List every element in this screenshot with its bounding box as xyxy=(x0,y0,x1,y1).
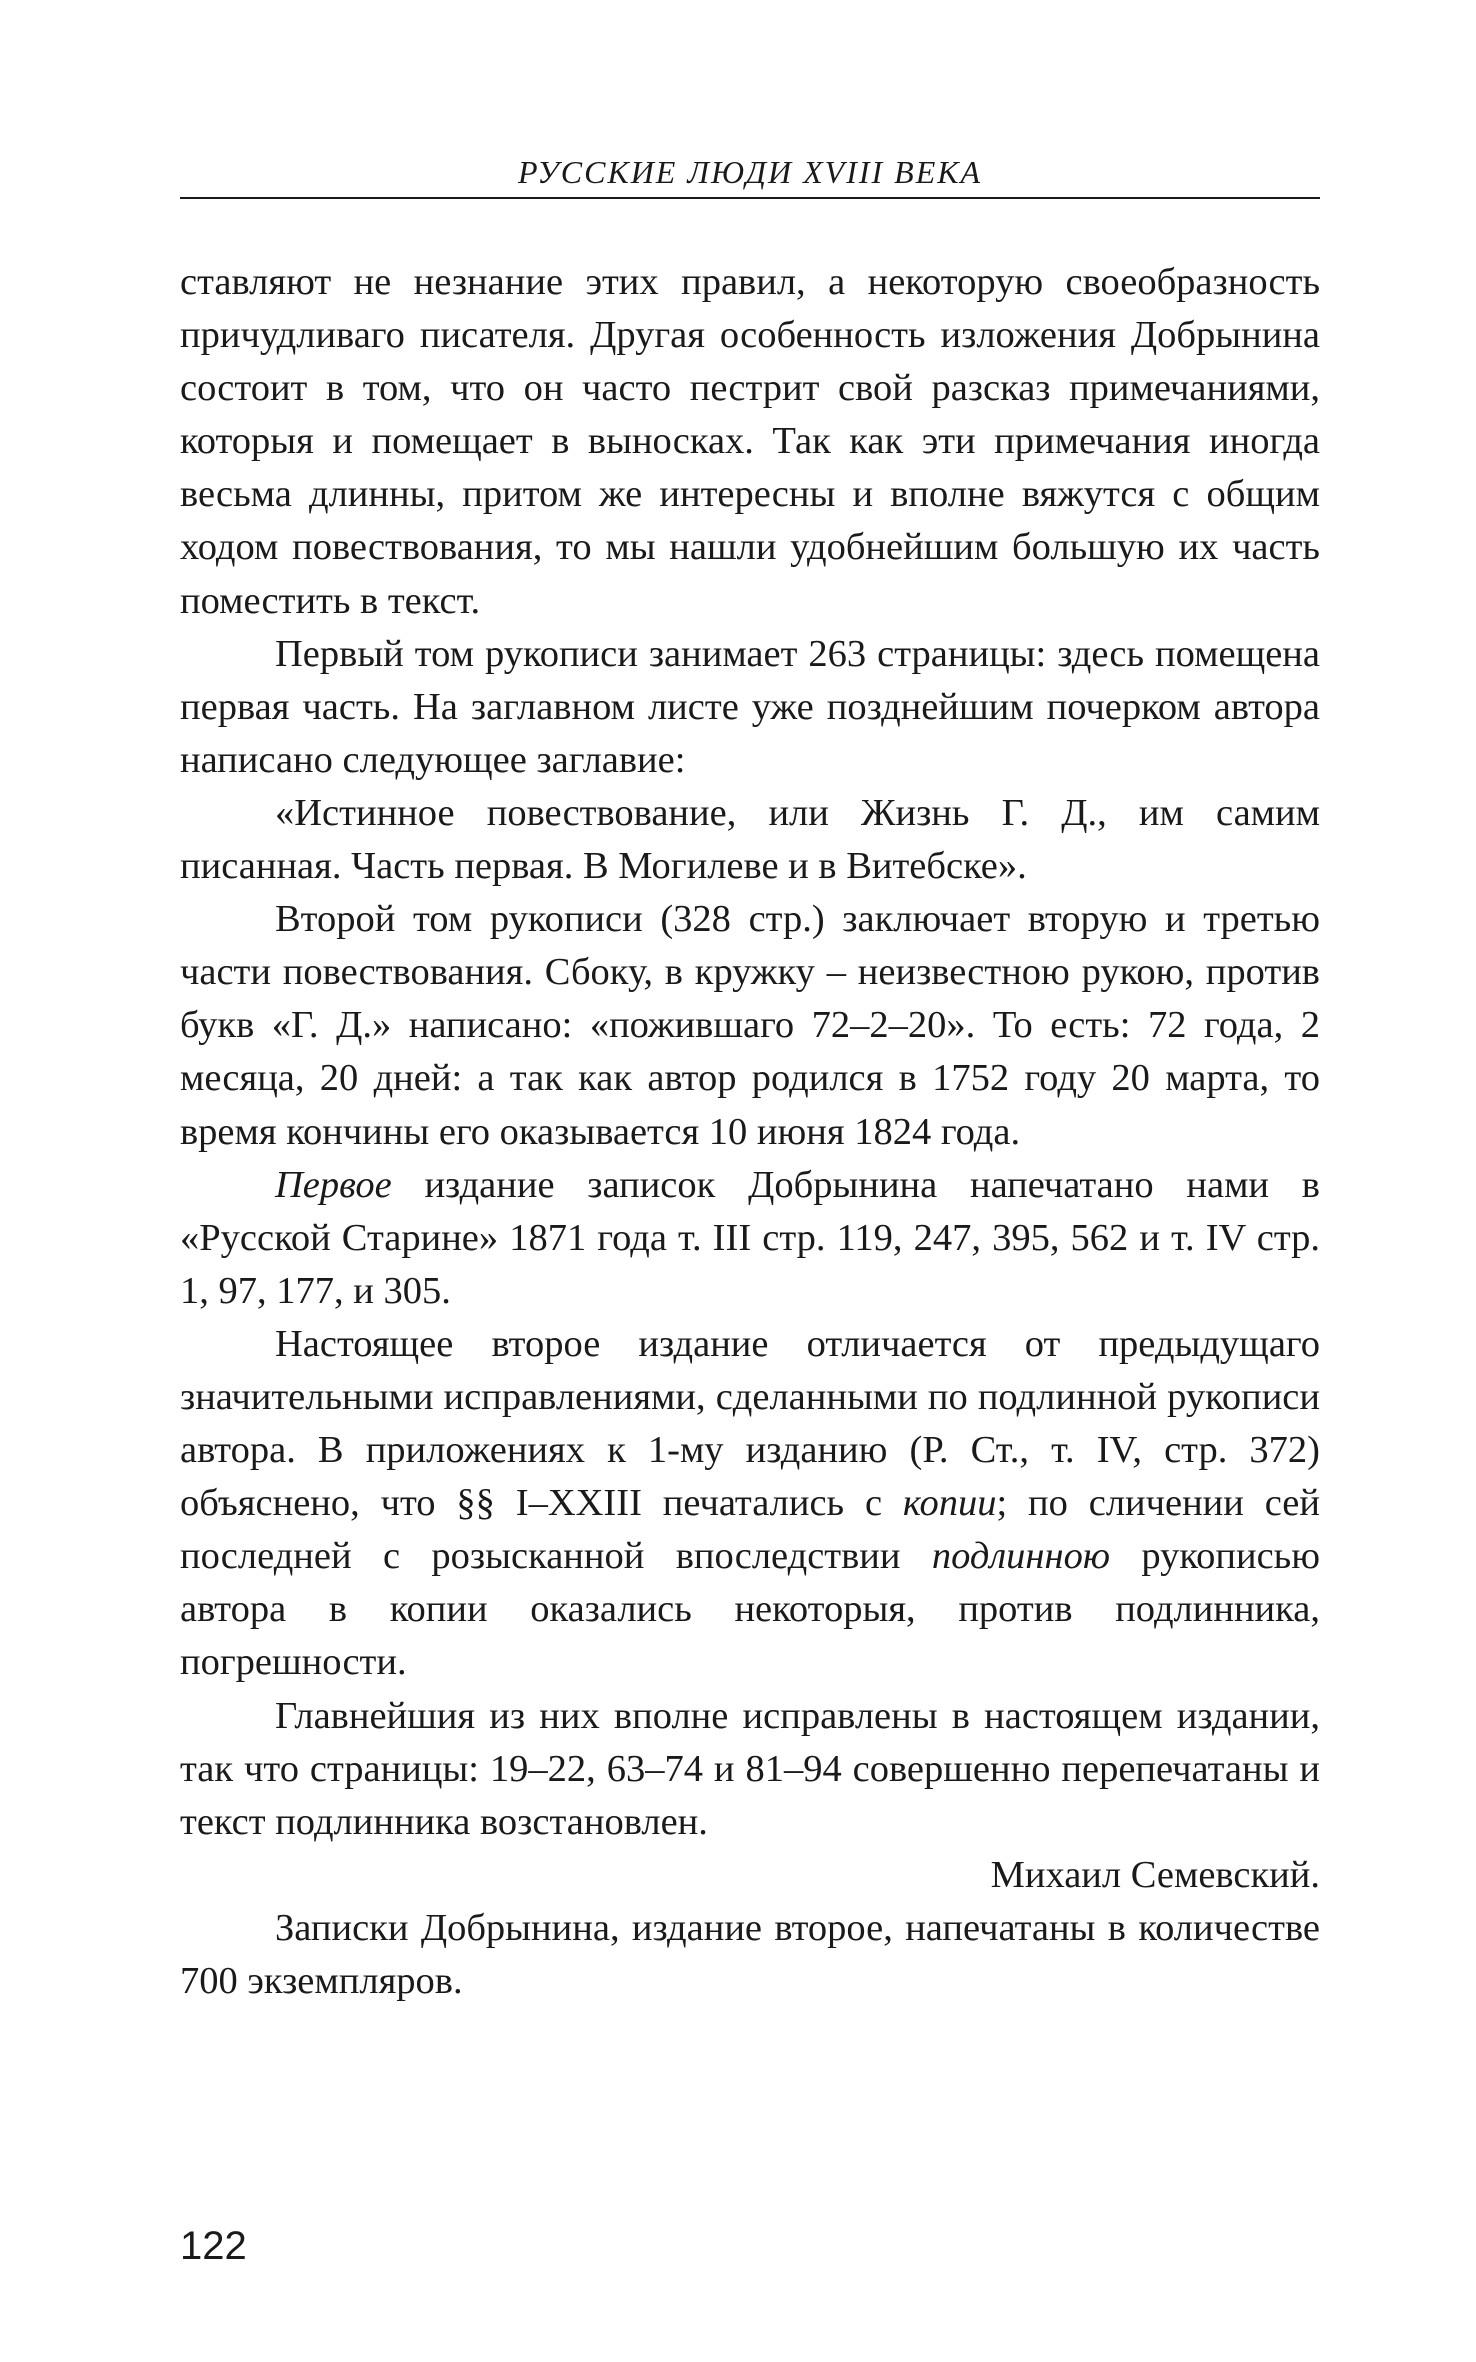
text-segment: рукописью автора в копии оказались некоторыя, против подлинника, погрешности. xyxy=(180,1535,1321,1684)
text-segment: Второй том рукописи (328 стр.) заключает вторую и третью части повествования. Сбоку, в кружку – неизвестною рукою, против букв «Г. Д.» написано: «пожившаго 72–2–20». То есть: 72 года, 2 месяца, 20 дней: а так как автор родился в 1752 году 20 марта, то время кончины его оказывается 10 июня 1824 года. xyxy=(180,898,1320,1153)
text-segment: Главнейшия из них вполне исправлены в настоящем издании, так что страницы: 19–22, 63–74 и 81–94 совершенно перепечатаны и текст подлинника возстановлен. xyxy=(180,1694,1320,1843)
running-header: РУССКИЕ ЛЮДИ XVIII ВЕКА xyxy=(517,154,983,190)
paragraph-corrections xyxy=(180,1690,1320,1849)
italic-segment: Первое xyxy=(275,1163,392,1206)
paragraph-title-quote xyxy=(180,787,1320,893)
text-segment: Михаил Семевский. xyxy=(990,1853,1320,1896)
paragraph-continuation xyxy=(180,256,1320,628)
header-rule xyxy=(180,197,1320,199)
paragraph-second-edition xyxy=(180,1318,1320,1690)
paragraph-first-edition xyxy=(180,1159,1320,1318)
text-segment: ; по сличении сей последней с розысканной впоследствии xyxy=(180,1482,1320,1578)
paragraph-manuscript-volume-1 xyxy=(180,628,1320,787)
italic-segment: копии xyxy=(902,1482,997,1525)
text-segment: Первый том рукописи занимает 263 страницы: здесь помещена первая часть. На заглавном листе уже позднейшим почерком автора написано следующее заглавие: xyxy=(180,632,1320,781)
paragraph-manuscript-volume-2 xyxy=(180,893,1320,1158)
signature xyxy=(180,1849,1320,1902)
page-number: 122 xyxy=(180,2224,247,2268)
paragraph-print-run xyxy=(180,1902,1320,2008)
text-segment: Записки Добрынина, издание второе, напечатаны в количестве 700 экземпляров. xyxy=(180,1906,1320,2002)
text-segment: ставляют не незнание этих правил, а некоторую своеобразность причудливаго писателя. Другая особенность изложения Добрынина состоит в том, что он часто пестрит свой разсказ примечаниями, которыя и помещает в выносках. Так как эти примечания иногда весьма длинны, притом же интересны и вполне вяжутся с общим ходом повествования, то мы нашли удобнейшим большую их часть поместить в текст. xyxy=(180,261,1320,622)
text-segment: Настоящее второе издание отличается от предыдущаго значительными исправлениями, сделанными по подлинной рукописи автора. В приложениях к 1-му изданию (Р. Ст., т. IV, стр. 372) объяснено, что §§ I–XXIII печатались с xyxy=(180,1322,1320,1525)
italic-segment: подлинною xyxy=(931,1535,1111,1578)
body-text xyxy=(180,256,1320,2008)
text-segment: «Истинное повествование, или Жизнь Г. Д., им самим писанная. Часть первая. В Могилеве и в Витебске». xyxy=(180,791,1320,888)
text-segment: издание записок Добрынина напечатано нами в «Русской Старине» 1871 года т. III стр. 119, 247, 395, 562 и т. IV стр. 1, 97, 177, и 305. xyxy=(180,1163,1320,1312)
